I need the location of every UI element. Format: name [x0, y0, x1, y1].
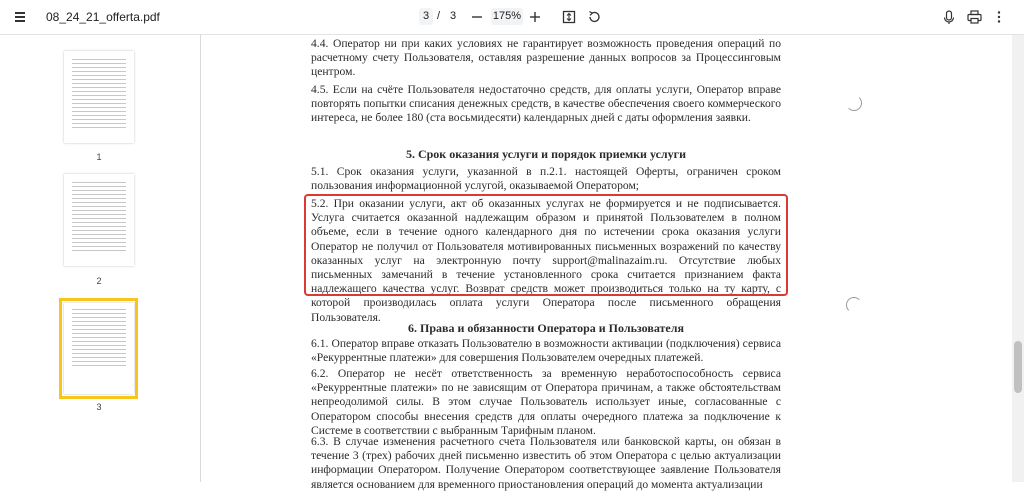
paragraph-4-5: 4.5. Если на счёте Пользователя недостаточно средств, для оплаты услуги, Оператор вправе повторять попытки списания денежных средств, в качестве обеспечения своего коммерческого интереса, не более 180 (ста восьмидесяти) календарных дней с даты оформления заявки. — [311, 83, 781, 125]
zoom-level-input[interactable]: 175% — [491, 8, 523, 25]
scrollbar-thumb[interactable] — [1014, 341, 1022, 393]
menu-icon[interactable] — [12, 9, 32, 25]
total-pages: 3 — [450, 10, 457, 22]
read-aloud-icon[interactable] — [942, 10, 956, 25]
section-5-heading: 5. Срок оказания услуги и порядок приемки услуги — [405, 147, 687, 161]
paragraph-5-1: 5.1. Срок оказания услуги, указанной в п.2.1. настоящей Оферты, ограничен сроком пользования информационной услугой, оказываемой Оператором; — [311, 165, 781, 193]
thumbnail-label-2: 2 — [96, 276, 102, 286]
zoom-out-icon[interactable] — [470, 10, 484, 24]
selected-thumbnail-frame — [59, 298, 138, 399]
paragraph-6-3: 6.3. В случае изменения расчетного счета Пользователя или банковской карты, он обязан в течение 3 (трех) рабочих дней письменно известить об этом Оператора с целью актуализации информации Оператором. Получение Оператором соответствующее заявление Пользователя является основанием для временного приостановления операций до момента актуализации — [311, 435, 781, 491]
pdf-toolbar — [0, 0, 1024, 35]
zoom-in-icon[interactable] — [528, 10, 542, 24]
highlight-annotation — [304, 194, 788, 296]
file-name: 08_24_21_offerta.pdf — [46, 10, 160, 24]
section-6-heading: 6. Права и обязанности Оператора и Пользователя — [408, 321, 684, 335]
punch-hole-mark — [846, 297, 862, 313]
page-thumbnail-2[interactable] — [64, 174, 134, 266]
current-page-input[interactable]: 3 — [419, 8, 433, 25]
fit-to-page-icon[interactable] — [562, 10, 576, 24]
rotate-icon[interactable] — [587, 10, 601, 24]
page-separator: / — [437, 10, 441, 22]
punch-hole-mark-top — [846, 95, 862, 111]
vertical-scrollbar[interactable] — [1012, 35, 1024, 482]
print-icon[interactable] — [967, 10, 982, 24]
pdf-page — [200, 35, 1001, 491]
thumbnail-label-1: 1 — [96, 152, 102, 162]
paragraph-6-2: 6.2. Оператор не несёт ответственность за временную неработоспособность сервиса «Рекуррентные платежи» по не зависящим от Оператора причинам, а также обстоятельствам непреодолимой силы. В этом случае Пользователь использует иные, согласованные с Оператором способы внесения средств для оплаты очередного платежа за подключение к Системе в соответствии с выбранным Тарифным планом. — [311, 367, 781, 437]
thumbnail-sidebar — [0, 35, 200, 482]
paragraph-6-1: 6.1. Оператор вправе отказать Пользователю в возможности активации (подключения) сервиса «Рекуррентные платежи» для совершения Пользователем очередных платежей. — [311, 337, 781, 365]
paragraph-4-4: 4.4. Оператор ни при каких условиях не гарантирует возможность проведения операций по расчетному счету Пользователя, оставляя разрешение данных вопросов за Процессинговым центром. — [311, 37, 781, 79]
more-options-icon[interactable] — [996, 10, 1002, 24]
paragraph-5-2: 5.2. При оказании услуги, акт об оказанных услугах не формируется и не подписывается. Услуга считается оказанной надлежащим образом и принятой Пользователем в полном объеме, если в течение одного календарного дня по истечении срока оказания услуги Оператор не получил от Пользователя мотивированных письменных возражений по качеству оказанных услуг на электронную почту support@malinazaim.ru. Отсутствие любых письменных замечаний в течение установленного срока считается признанием факта надлежащего качества услуг. Возврат средств может производиться только на ту карту, с которой производилась оплата услуги Оператора после письменного обращения Пользователя. — [311, 197, 781, 324]
document-viewer — [200, 35, 1012, 491]
thumbnail-label-3: 3 — [96, 402, 102, 412]
page-thumbnail-1[interactable] — [64, 51, 134, 143]
